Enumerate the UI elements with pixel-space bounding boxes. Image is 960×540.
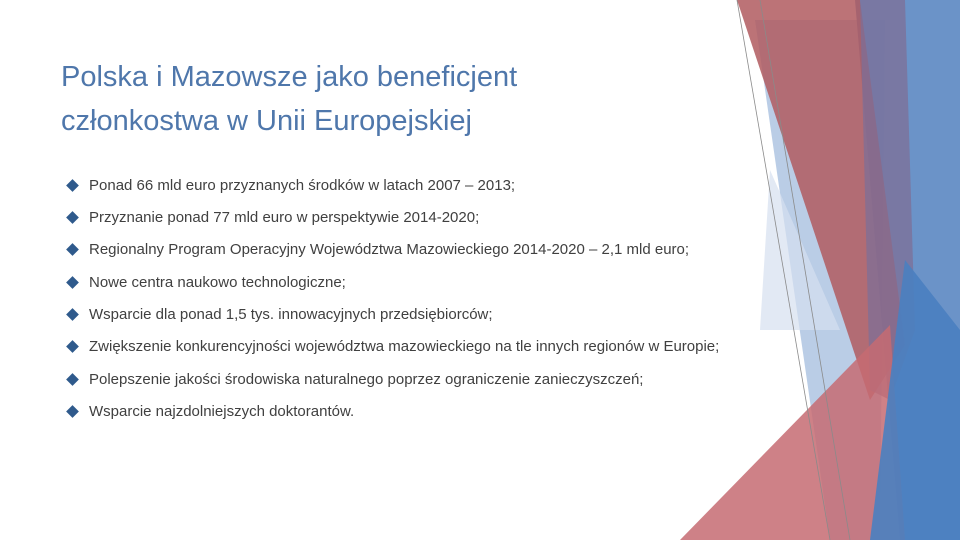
diamond-bullet-icon	[66, 179, 79, 192]
bullet-list	[68, 176, 728, 422]
diamond-bullet-icon	[66, 340, 79, 353]
bullet-item	[68, 305, 728, 325]
bullet-text: Przyznanie ponad 77 mld euro w perspektywie 2014-2020;	[89, 209, 480, 226]
bullet-item	[68, 370, 728, 390]
bullet-text: Zwiększenie konkurencyjności województwa mazowieckiego na tle innych regionów w Europie;	[89, 338, 720, 355]
bullet-text: Ponad 66 mld euro przyznanych środków w latach 2007 – 2013;	[89, 177, 516, 194]
bullet-item	[68, 402, 728, 422]
bullet-item	[68, 176, 728, 196]
bullet-item	[68, 240, 728, 260]
diamond-bullet-icon	[66, 276, 79, 289]
diamond-bullet-icon	[66, 308, 79, 321]
bullet-item	[68, 273, 728, 293]
bullet-text: Wsparcie najzdolniejszych doktorantów.	[89, 403, 355, 420]
bullet-text: Polepszenie jakości środowiska naturalnego poprzez ograniczenie zanieczyszczeń;	[89, 371, 644, 388]
bullet-text: Wsparcie dla ponad 1,5 tys. innowacyjnych przedsiębiorców;	[89, 306, 493, 323]
diamond-bullet-icon	[66, 373, 79, 386]
diamond-bullet-icon	[66, 243, 79, 256]
diamond-bullet-icon	[66, 405, 79, 418]
bullet-text: Regionalny Program Operacyjny Województwa Mazowieckiego 2014-2020 – 2,1 mld euro;	[89, 241, 690, 258]
title-line-1: Polska i Mazowsze jako beneficjent	[61, 61, 518, 93]
bullet-item	[68, 337, 728, 357]
bullet-text: Nowe centra naukowo technologiczne;	[89, 274, 346, 291]
title-line-2: członkostwa w Unii Europejskiej	[61, 105, 472, 137]
diamond-bullet-icon	[66, 211, 79, 224]
bullet-item	[68, 208, 728, 228]
slide-title	[61, 55, 701, 143]
